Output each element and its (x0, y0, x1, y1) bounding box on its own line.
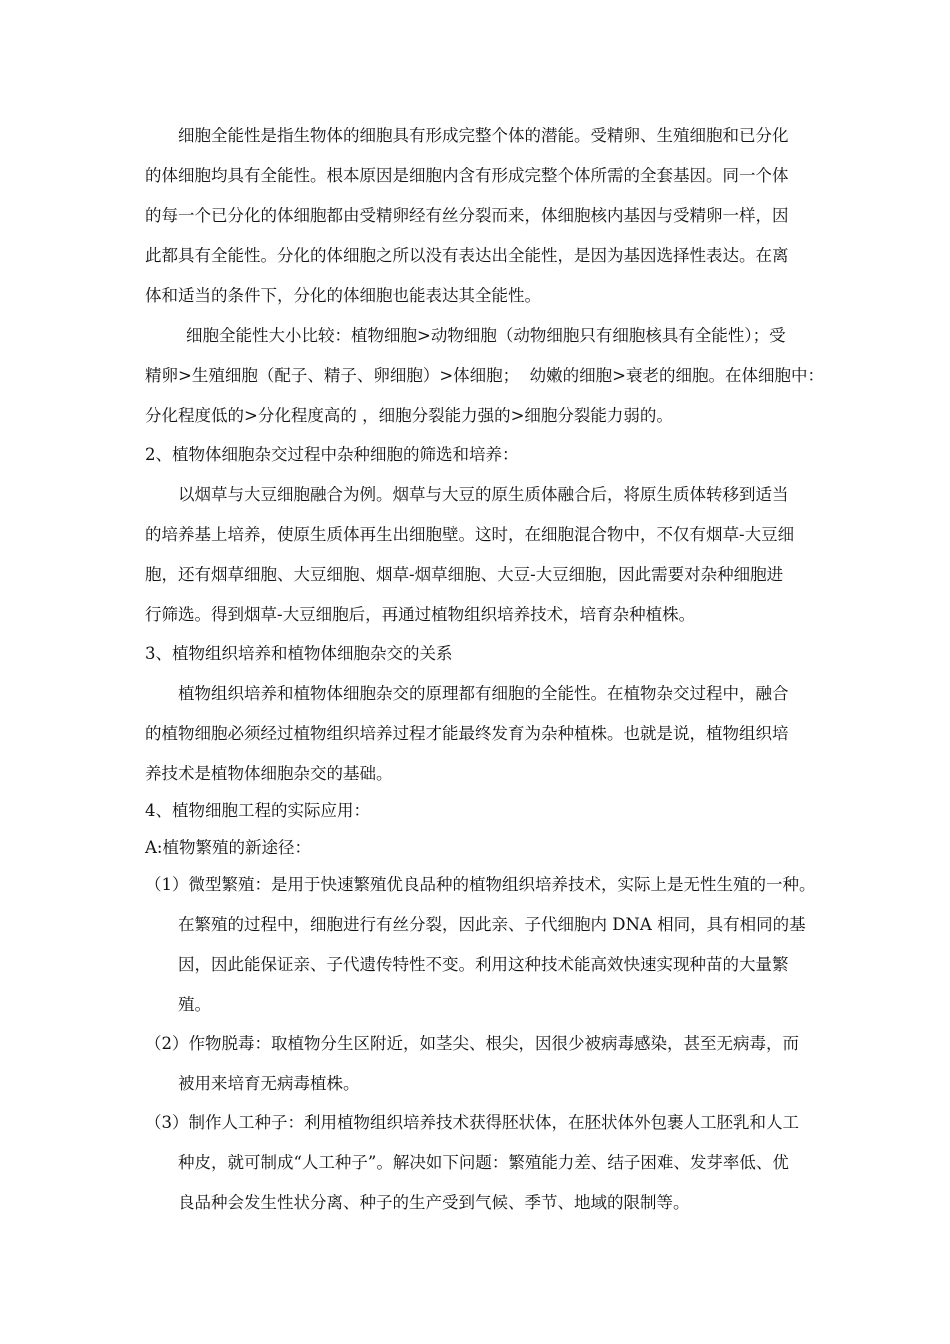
section-heading: 4、植物细胞工程的实际应用： (145, 801, 370, 820)
text-line: 体和适当的条件下，分化的体细胞也能表达其全能性。 (145, 286, 541, 305)
text-line: 的培养基上培养，使原生质体再生出细胞壁。这时，在细胞混合物中，不仅有烟草-大豆细 (145, 525, 795, 544)
text-line: 行筛选。得到烟草-大豆细胞后，再通过植物组织培养技术，培育杂种植株。 (145, 605, 696, 624)
list-item-continuation: 种皮，就可制成“人工种子”。解决如下问题：繁殖能力差、结子困难、发芽率低、优 (178, 1153, 789, 1172)
list-item: （2）作物脱毒：取植物分生区附近，如茎尖、根尖，因很少被病毒感染，甚至无病毒，而 (145, 1034, 799, 1053)
subsection-heading: A:植物繁殖的新途径： (145, 838, 311, 857)
text-line: 细胞全能性是指生物体的细胞具有形成完整个体的潜能。受精卵、生殖细胞和已分化 (178, 126, 789, 145)
text-line: 胞，还有烟草细胞、大豆细胞、烟草-烟草细胞、大豆-大豆细胞，因此需要对杂种细胞进 (145, 565, 784, 584)
text-line: 的每一个已分化的体细胞都由受精卵经有丝分裂而来，体细胞核内基因与受精卵一样，因 (145, 206, 789, 225)
list-item: （1）微型繁殖：是用于快速繁殖优良品种的植物组织培养技术，实际上是无性生殖的一种。 (145, 875, 816, 894)
text-line: 植物组织培养和植物体细胞杂交的原理都有细胞的全能性。在植物杂交过程中，融合 (178, 684, 789, 703)
text-line: 的植物细胞必须经过植物组织培养过程才能最终发育为杂种植株。也就是说，植物组织培 (145, 724, 789, 743)
list-item-continuation: 在繁殖的过程中，细胞进行有丝分裂，因此亲、子代细胞内 DNA 相同，具有相同的基 (178, 915, 806, 934)
text-line: 精卵>生殖细胞（配子、精子、卵细胞）>体细胞； 幼嫩的细胞>衰老的细胞。在体细胞中： (145, 366, 824, 385)
section-heading: 2、植物体细胞杂交过程中杂种细胞的筛选和培养： (145, 445, 519, 464)
text-line: 养技术是植物体细胞杂交的基础。 (145, 764, 393, 783)
list-item: （3）制作人工种子：利用植物组织培养技术获得胚状体，在胚状体外包裹人工胚乳和人工 (145, 1113, 799, 1132)
text-line: 此都具有全能性。分化的体细胞之所以没有表达出全能性，是因为基因选择性表达。在离 (145, 246, 789, 265)
text-line: 以烟草与大豆细胞融合为例。烟草与大豆的原生质体融合后，将原生质体转移到适当 (178, 485, 789, 504)
section-heading: 3、植物组织培养和植物体细胞杂交的关系 (145, 644, 453, 663)
list-item-continuation: 良品种会发生性状分离、种子的生产受到气候、季节、地域的限制等。 (178, 1193, 690, 1212)
list-item-continuation: 殖。 (178, 995, 211, 1014)
text-line: 细胞全能性大小比较：植物细胞>动物细胞（动物细胞只有细胞核具有全能性）；受 (186, 326, 786, 345)
list-item-continuation: 被用来培育无病毒植株。 (178, 1074, 360, 1093)
list-item-continuation: 因，因此能保证亲、子代遗传特性不变。利用这种技术能高效快速实现种苗的大量繁 (178, 955, 789, 974)
text-line: 的体细胞均具有全能性。根本原因是细胞内含有形成完整个体所需的全套基因。同一个体 (145, 166, 789, 185)
text-line: 分化程度低的>分化程度高的 ，细胞分裂能力强的>细胞分裂能力弱的。 (145, 406, 673, 425)
